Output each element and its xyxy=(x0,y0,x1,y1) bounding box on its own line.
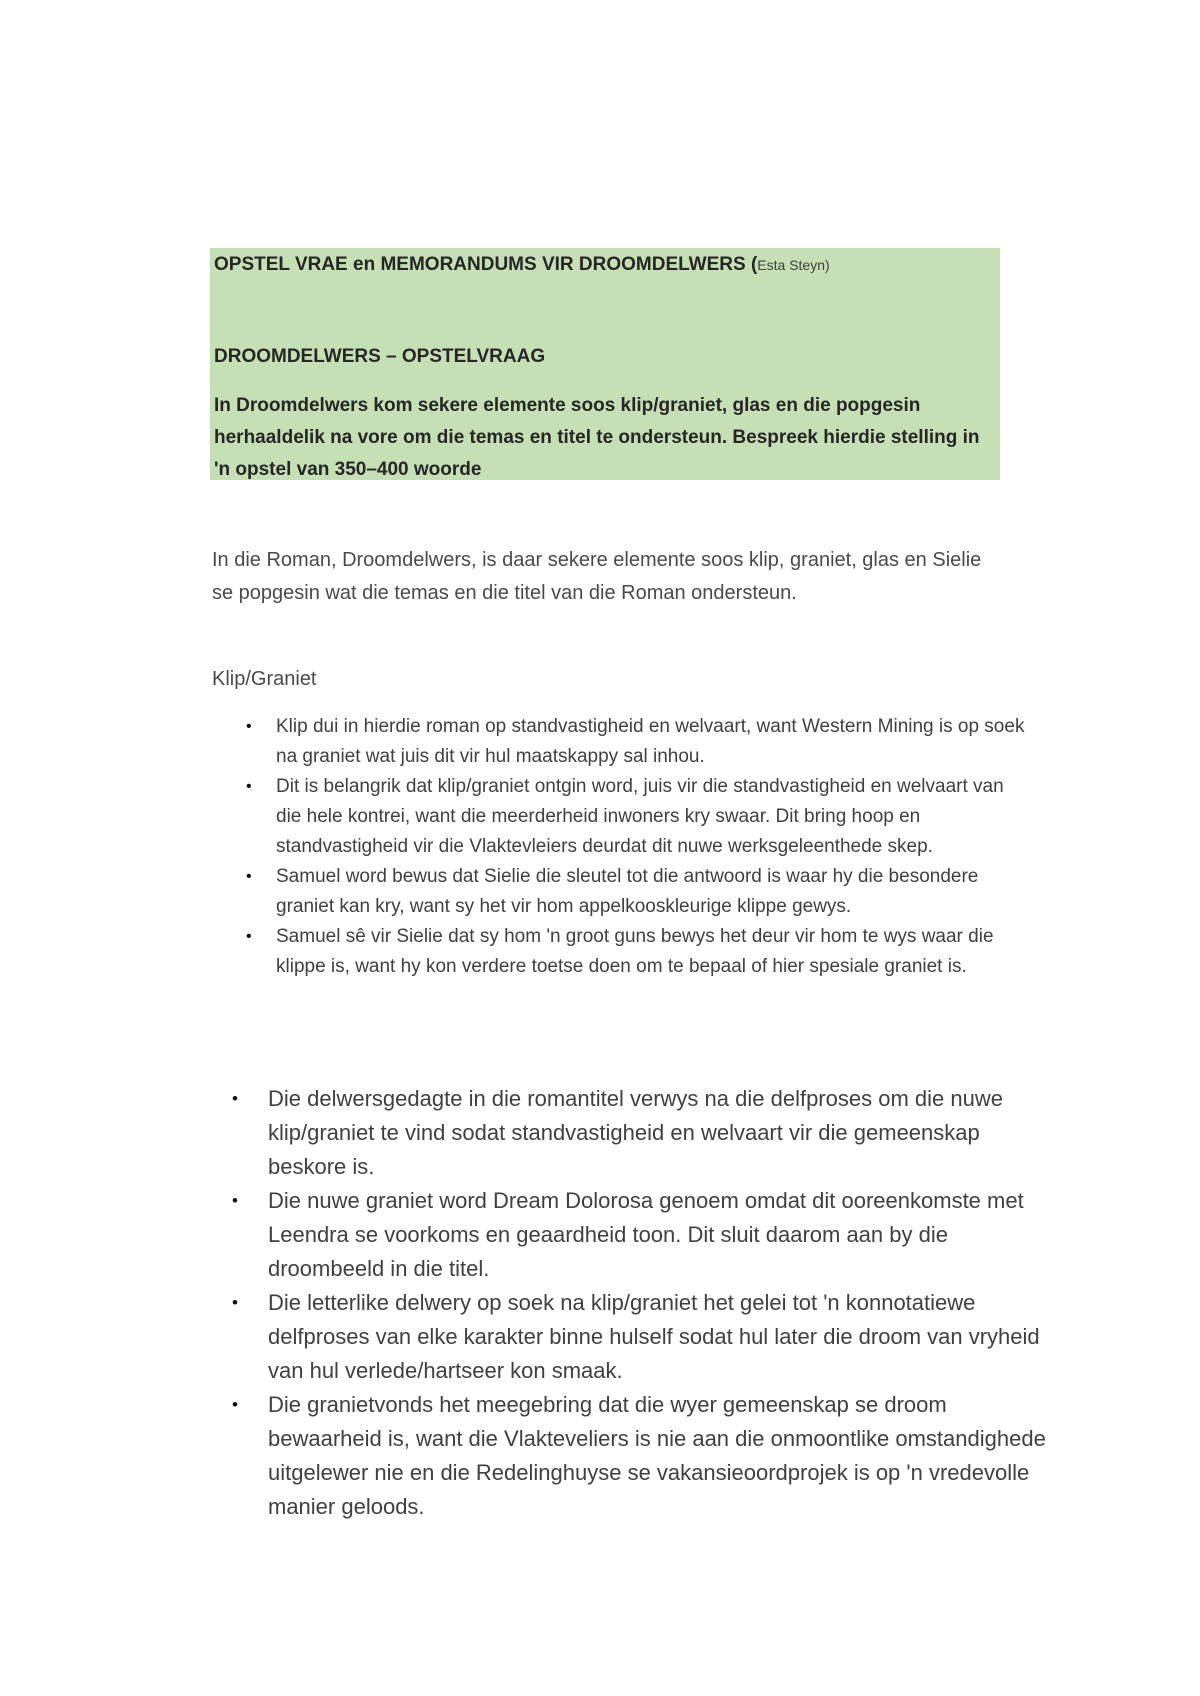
question-box xyxy=(210,248,1000,480)
bullet-icon: • xyxy=(232,1089,238,1108)
list-item-text: Die letterlike delwery op soek na klip/graniet het gelei tot 'n konnotatiewe delfproses van elke karakter binne hulself sodat hul later die droom van vryheid van hul verlede/hartseer kon smaak. xyxy=(268,1290,1040,1383)
list-item-text: Samuel sê vir Sielie dat sy hom 'n groot guns bewys het deur vir hom te wys waar die klippe is, want hy kon verdere toetse doen om te bepaal of hier spesiale graniet is. xyxy=(276,926,994,977)
list-item xyxy=(246,862,1026,922)
list-item xyxy=(232,1286,1062,1388)
intro-paragraph: In die Roman, Droomdelwers, is daar sekere elemente soos klip, graniet, glas en Sielie se popgesin wat die temas en die titel van die Roman ondersteun. xyxy=(212,549,982,604)
bullet-icon: • xyxy=(232,1293,238,1312)
title-text: OPSTEL VRAE en MEMORANDUMS VIR DROOMDELWERS ( xyxy=(214,254,758,275)
list-item-text: Dit is belangrik dat klip/graniet ontgin word, juis vir die standvastigheid en welvaart van die hele kontrei, want die meerderheid inwoners kry swaar. Dit bring hoop en standvastigheid vir die Vlaktevleiers deurdat dit nuwe werksgeleenthede skep. xyxy=(276,776,1004,857)
list-item-text: Die delwersgedagte in die romantitel verwys na die delfproses om die nuwe klip/graniet te vind sodat standvastigheid en welvaart vir die gemeenskap beskore is. xyxy=(268,1086,1003,1179)
list-item xyxy=(246,772,1026,862)
list-item-text: Die granietvonds het meegebring dat die wyer gemeenskap se droom bewaarheid is, want die Vlakteveliers is nie aan die onmoontlike omstandighede uitgelewer nie en die Redelinghuyse se vakansieoordprojek is op 'n vredevolle manier geloods. xyxy=(268,1392,1046,1519)
list-item xyxy=(246,712,1026,772)
list-item xyxy=(232,1082,1062,1184)
bullet-list-large xyxy=(232,1082,1062,1524)
list-item xyxy=(232,1184,1062,1286)
bullet-icon: • xyxy=(246,868,252,885)
list-item xyxy=(232,1388,1062,1524)
essay-question-text: In Droomdelwers kom sekere elemente soos klip/graniet, glas en die popgesin herhaaldelik na vore om die temas en titel te ondersteun. Bespreek hierdie stelling in 'n opstel van 350–400 woorde xyxy=(214,395,980,480)
section-heading: Klip/Graniet xyxy=(212,668,317,690)
document-title xyxy=(214,254,830,276)
bullet-icon: • xyxy=(246,718,252,735)
bullet-icon: • xyxy=(246,778,252,795)
list-item-text: Die nuwe graniet word Dream Dolorosa genoem omdat dit ooreenkomste met Leendra se voorkoms en geaardheid toon. Dit sluit daarom aan by die droombeeld in die titel. xyxy=(268,1188,1024,1281)
bullet-list-small xyxy=(246,712,1026,982)
bullet-icon: • xyxy=(232,1395,238,1414)
list-item-text: Samuel word bewus dat Sielie die sleutel tot die antwoord is waar hy die besondere graniet kan kry, want sy het vir hom appelkooskleurige klippe gewys. xyxy=(276,866,979,917)
author-name: Esta Steyn) xyxy=(757,257,830,273)
bullet-icon: • xyxy=(246,928,252,945)
list-item-text: Klip dui in hierdie roman op standvastigheid en welvaart, want Western Mining is op soek na graniet wat juis dit vir hul maatskappy sal inhou. xyxy=(276,716,1025,767)
bullet-icon: • xyxy=(232,1191,238,1210)
essay-question-heading: DROOMDELWERS – OPSTELVRAAG xyxy=(214,346,546,367)
list-item xyxy=(246,922,1026,982)
